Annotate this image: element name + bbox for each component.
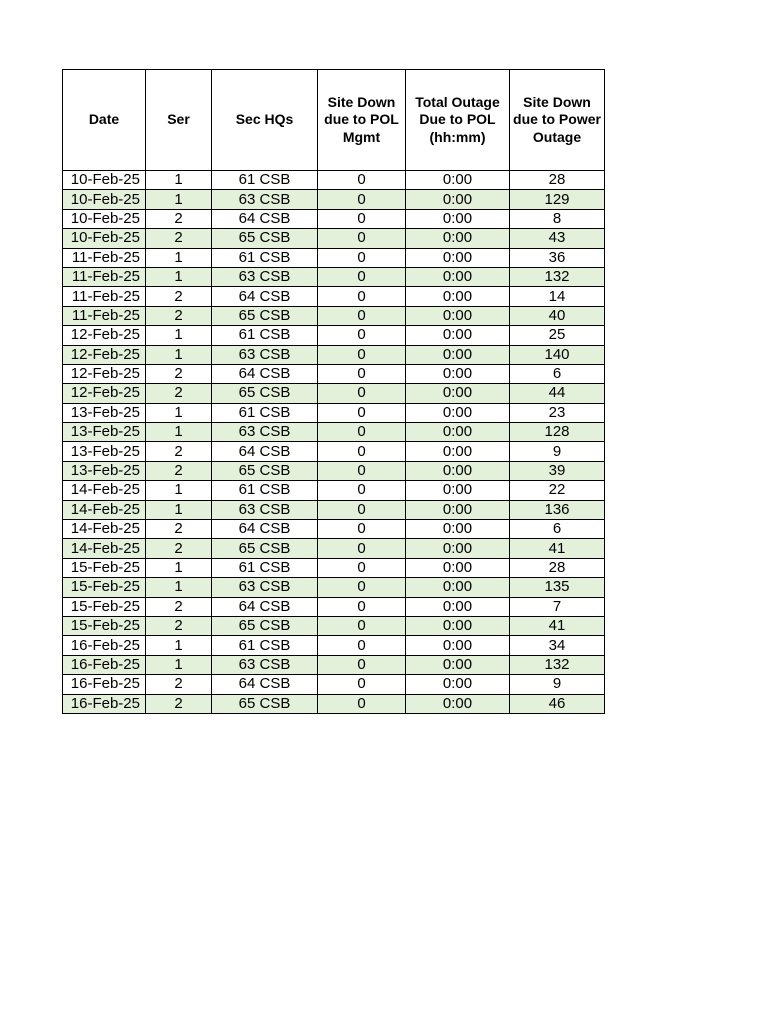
total-outage-cell: 0:00 bbox=[406, 229, 510, 248]
total-outage-cell: 0:00 bbox=[406, 481, 510, 500]
total-outage-cell: 0:00 bbox=[406, 287, 510, 306]
ser-cell: 2 bbox=[146, 306, 212, 325]
date-cell: 13-Feb-25 bbox=[63, 461, 146, 480]
total-outage-cell: 0:00 bbox=[406, 616, 510, 635]
pol-mgmt-cell: 0 bbox=[318, 597, 406, 616]
date-cell: 13-Feb-25 bbox=[63, 423, 146, 442]
sec-hqs-cell: 64 CSB bbox=[212, 520, 318, 539]
date-cell: 12-Feb-25 bbox=[63, 364, 146, 383]
ser-cell: 1 bbox=[146, 481, 212, 500]
table-row bbox=[63, 326, 605, 345]
power-outage-cell: 6 bbox=[510, 364, 605, 383]
header-row bbox=[63, 70, 605, 171]
pol-mgmt-cell: 0 bbox=[318, 558, 406, 577]
pol-mgmt-cell: 0 bbox=[318, 500, 406, 519]
total-outage-cell: 0:00 bbox=[406, 345, 510, 364]
power-outage-cell: 39 bbox=[510, 461, 605, 480]
sec-hqs-cell: 63 CSB bbox=[212, 267, 318, 286]
ser-cell: 2 bbox=[146, 539, 212, 558]
pol-mgmt-cell: 0 bbox=[318, 326, 406, 345]
date-cell: 11-Feb-25 bbox=[63, 267, 146, 286]
date-cell: 11-Feb-25 bbox=[63, 306, 146, 325]
table-row bbox=[63, 558, 605, 577]
pol-mgmt-cell: 0 bbox=[318, 423, 406, 442]
header-total-outage-pol: Total Outage Due to POL (hh:mm) bbox=[406, 70, 510, 171]
ser-cell: 1 bbox=[146, 326, 212, 345]
pol-mgmt-cell: 0 bbox=[318, 364, 406, 383]
power-outage-cell: 36 bbox=[510, 248, 605, 267]
power-outage-cell: 9 bbox=[510, 442, 605, 461]
date-cell: 14-Feb-25 bbox=[63, 500, 146, 519]
power-outage-cell: 43 bbox=[510, 229, 605, 248]
sec-hqs-cell: 65 CSB bbox=[212, 694, 318, 713]
sec-hqs-cell: 65 CSB bbox=[212, 384, 318, 403]
sec-hqs-cell: 64 CSB bbox=[212, 675, 318, 694]
power-outage-cell: 7 bbox=[510, 597, 605, 616]
date-cell: 11-Feb-25 bbox=[63, 248, 146, 267]
pol-mgmt-cell: 0 bbox=[318, 694, 406, 713]
sec-hqs-cell: 61 CSB bbox=[212, 558, 318, 577]
ser-cell: 2 bbox=[146, 694, 212, 713]
table-row bbox=[63, 578, 605, 597]
date-cell: 15-Feb-25 bbox=[63, 558, 146, 577]
ser-cell: 1 bbox=[146, 403, 212, 422]
date-cell: 13-Feb-25 bbox=[63, 442, 146, 461]
pol-mgmt-cell: 0 bbox=[318, 442, 406, 461]
ser-cell: 1 bbox=[146, 248, 212, 267]
header-ser: Ser bbox=[146, 70, 212, 171]
table-row bbox=[63, 461, 605, 480]
table-row bbox=[63, 345, 605, 364]
power-outage-cell: 25 bbox=[510, 326, 605, 345]
ser-cell: 1 bbox=[146, 423, 212, 442]
date-cell: 10-Feb-25 bbox=[63, 229, 146, 248]
sec-hqs-cell: 64 CSB bbox=[212, 597, 318, 616]
power-outage-cell: 8 bbox=[510, 209, 605, 228]
table-body bbox=[63, 171, 605, 714]
total-outage-cell: 0:00 bbox=[406, 423, 510, 442]
sec-hqs-cell: 61 CSB bbox=[212, 248, 318, 267]
power-outage-cell: 136 bbox=[510, 500, 605, 519]
ser-cell: 1 bbox=[146, 190, 212, 209]
table-row bbox=[63, 229, 605, 248]
pol-mgmt-cell: 0 bbox=[318, 675, 406, 694]
ser-cell: 2 bbox=[146, 442, 212, 461]
table-row bbox=[63, 500, 605, 519]
total-outage-cell: 0:00 bbox=[406, 578, 510, 597]
date-cell: 10-Feb-25 bbox=[63, 209, 146, 228]
ser-cell: 2 bbox=[146, 520, 212, 539]
total-outage-cell: 0:00 bbox=[406, 209, 510, 228]
sec-hqs-cell: 64 CSB bbox=[212, 209, 318, 228]
pol-mgmt-cell: 0 bbox=[318, 520, 406, 539]
sec-hqs-cell: 61 CSB bbox=[212, 481, 318, 500]
pol-mgmt-cell: 0 bbox=[318, 578, 406, 597]
header-site-down-power-outage: Site Down due to Power Outage bbox=[510, 70, 605, 171]
table-header bbox=[63, 70, 605, 171]
total-outage-cell: 0:00 bbox=[406, 694, 510, 713]
power-outage-cell: 135 bbox=[510, 578, 605, 597]
total-outage-cell: 0:00 bbox=[406, 190, 510, 209]
table-row bbox=[63, 267, 605, 286]
date-cell: 15-Feb-25 bbox=[63, 578, 146, 597]
pol-mgmt-cell: 0 bbox=[318, 171, 406, 190]
table-row bbox=[63, 481, 605, 500]
sec-hqs-cell: 64 CSB bbox=[212, 287, 318, 306]
power-outage-cell: 14 bbox=[510, 287, 605, 306]
table-row bbox=[63, 306, 605, 325]
table-row bbox=[63, 636, 605, 655]
ser-cell: 1 bbox=[146, 655, 212, 674]
sec-hqs-cell: 65 CSB bbox=[212, 229, 318, 248]
ser-cell: 2 bbox=[146, 616, 212, 635]
sec-hqs-cell: 63 CSB bbox=[212, 190, 318, 209]
power-outage-cell: 46 bbox=[510, 694, 605, 713]
pol-mgmt-cell: 0 bbox=[318, 636, 406, 655]
sec-hqs-cell: 64 CSB bbox=[212, 442, 318, 461]
power-outage-cell: 41 bbox=[510, 616, 605, 635]
ser-cell: 1 bbox=[146, 636, 212, 655]
table-row bbox=[63, 520, 605, 539]
date-cell: 16-Feb-25 bbox=[63, 675, 146, 694]
total-outage-cell: 0:00 bbox=[406, 636, 510, 655]
sec-hqs-cell: 65 CSB bbox=[212, 616, 318, 635]
pol-mgmt-cell: 0 bbox=[318, 403, 406, 422]
table-row bbox=[63, 248, 605, 267]
sec-hqs-cell: 64 CSB bbox=[212, 364, 318, 383]
table-row bbox=[63, 384, 605, 403]
ser-cell: 1 bbox=[146, 558, 212, 577]
pol-mgmt-cell: 0 bbox=[318, 539, 406, 558]
pol-mgmt-cell: 0 bbox=[318, 209, 406, 228]
ser-cell: 2 bbox=[146, 209, 212, 228]
ser-cell: 2 bbox=[146, 364, 212, 383]
date-cell: 16-Feb-25 bbox=[63, 694, 146, 713]
ser-cell: 2 bbox=[146, 229, 212, 248]
pol-mgmt-cell: 0 bbox=[318, 461, 406, 480]
total-outage-cell: 0:00 bbox=[406, 442, 510, 461]
total-outage-cell: 0:00 bbox=[406, 403, 510, 422]
total-outage-cell: 0:00 bbox=[406, 326, 510, 345]
outage-table bbox=[62, 69, 605, 714]
sec-hqs-cell: 65 CSB bbox=[212, 461, 318, 480]
pol-mgmt-cell: 0 bbox=[318, 345, 406, 364]
table-row bbox=[63, 423, 605, 442]
date-cell: 12-Feb-25 bbox=[63, 326, 146, 345]
sec-hqs-cell: 63 CSB bbox=[212, 500, 318, 519]
table-row bbox=[63, 597, 605, 616]
power-outage-cell: 34 bbox=[510, 636, 605, 655]
total-outage-cell: 0:00 bbox=[406, 267, 510, 286]
power-outage-cell: 9 bbox=[510, 675, 605, 694]
total-outage-cell: 0:00 bbox=[406, 171, 510, 190]
date-cell: 12-Feb-25 bbox=[63, 345, 146, 364]
power-outage-cell: 128 bbox=[510, 423, 605, 442]
pol-mgmt-cell: 0 bbox=[318, 655, 406, 674]
header-site-down-pol-mgmt: Site Down due to POL Mgmt bbox=[318, 70, 406, 171]
total-outage-cell: 0:00 bbox=[406, 461, 510, 480]
header-sec-hqs: Sec HQs bbox=[212, 70, 318, 171]
ser-cell: 2 bbox=[146, 287, 212, 306]
date-cell: 15-Feb-25 bbox=[63, 597, 146, 616]
ser-cell: 2 bbox=[146, 461, 212, 480]
total-outage-cell: 0:00 bbox=[406, 675, 510, 694]
pol-mgmt-cell: 0 bbox=[318, 287, 406, 306]
date-cell: 15-Feb-25 bbox=[63, 616, 146, 635]
ser-cell: 2 bbox=[146, 597, 212, 616]
table-row bbox=[63, 403, 605, 422]
ser-cell: 1 bbox=[146, 345, 212, 364]
ser-cell: 1 bbox=[146, 267, 212, 286]
pol-mgmt-cell: 0 bbox=[318, 190, 406, 209]
sec-hqs-cell: 61 CSB bbox=[212, 636, 318, 655]
table-row bbox=[63, 287, 605, 306]
pol-mgmt-cell: 0 bbox=[318, 248, 406, 267]
sec-hqs-cell: 63 CSB bbox=[212, 423, 318, 442]
power-outage-cell: 22 bbox=[510, 481, 605, 500]
table-row bbox=[63, 171, 605, 190]
table-row bbox=[63, 616, 605, 635]
total-outage-cell: 0:00 bbox=[406, 655, 510, 674]
total-outage-cell: 0:00 bbox=[406, 306, 510, 325]
pol-mgmt-cell: 0 bbox=[318, 481, 406, 500]
date-cell: 10-Feb-25 bbox=[63, 171, 146, 190]
pol-mgmt-cell: 0 bbox=[318, 267, 406, 286]
ser-cell: 2 bbox=[146, 675, 212, 694]
date-cell: 16-Feb-25 bbox=[63, 636, 146, 655]
sec-hqs-cell: 63 CSB bbox=[212, 345, 318, 364]
power-outage-cell: 23 bbox=[510, 403, 605, 422]
power-outage-cell: 132 bbox=[510, 267, 605, 286]
date-cell: 13-Feb-25 bbox=[63, 403, 146, 422]
total-outage-cell: 0:00 bbox=[406, 558, 510, 577]
date-cell: 12-Feb-25 bbox=[63, 384, 146, 403]
table-row bbox=[63, 442, 605, 461]
sec-hqs-cell: 61 CSB bbox=[212, 403, 318, 422]
power-outage-cell: 140 bbox=[510, 345, 605, 364]
table-row bbox=[63, 675, 605, 694]
date-cell: 14-Feb-25 bbox=[63, 481, 146, 500]
total-outage-cell: 0:00 bbox=[406, 520, 510, 539]
total-outage-cell: 0:00 bbox=[406, 500, 510, 519]
total-outage-cell: 0:00 bbox=[406, 539, 510, 558]
pol-mgmt-cell: 0 bbox=[318, 229, 406, 248]
date-cell: 14-Feb-25 bbox=[63, 539, 146, 558]
power-outage-cell: 28 bbox=[510, 171, 605, 190]
power-outage-cell: 132 bbox=[510, 655, 605, 674]
header-date: Date bbox=[63, 70, 146, 171]
total-outage-cell: 0:00 bbox=[406, 364, 510, 383]
date-cell: 11-Feb-25 bbox=[63, 287, 146, 306]
date-cell: 14-Feb-25 bbox=[63, 520, 146, 539]
ser-cell: 2 bbox=[146, 384, 212, 403]
table-row bbox=[63, 694, 605, 713]
total-outage-cell: 0:00 bbox=[406, 384, 510, 403]
power-outage-cell: 6 bbox=[510, 520, 605, 539]
sec-hqs-cell: 61 CSB bbox=[212, 326, 318, 345]
power-outage-cell: 41 bbox=[510, 539, 605, 558]
power-outage-cell: 44 bbox=[510, 384, 605, 403]
table-row bbox=[63, 539, 605, 558]
sec-hqs-cell: 65 CSB bbox=[212, 539, 318, 558]
ser-cell: 1 bbox=[146, 500, 212, 519]
power-outage-cell: 129 bbox=[510, 190, 605, 209]
power-outage-cell: 28 bbox=[510, 558, 605, 577]
sec-hqs-cell: 63 CSB bbox=[212, 578, 318, 597]
table-row bbox=[63, 364, 605, 383]
sec-hqs-cell: 61 CSB bbox=[212, 171, 318, 190]
table-row bbox=[63, 190, 605, 209]
date-cell: 16-Feb-25 bbox=[63, 655, 146, 674]
sec-hqs-cell: 63 CSB bbox=[212, 655, 318, 674]
pol-mgmt-cell: 0 bbox=[318, 616, 406, 635]
pol-mgmt-cell: 0 bbox=[318, 384, 406, 403]
power-outage-cell: 40 bbox=[510, 306, 605, 325]
date-cell: 10-Feb-25 bbox=[63, 190, 146, 209]
pol-mgmt-cell: 0 bbox=[318, 306, 406, 325]
table-row bbox=[63, 655, 605, 674]
total-outage-cell: 0:00 bbox=[406, 248, 510, 267]
ser-cell: 1 bbox=[146, 578, 212, 597]
table-row bbox=[63, 209, 605, 228]
ser-cell: 1 bbox=[146, 171, 212, 190]
sec-hqs-cell: 65 CSB bbox=[212, 306, 318, 325]
total-outage-cell: 0:00 bbox=[406, 597, 510, 616]
